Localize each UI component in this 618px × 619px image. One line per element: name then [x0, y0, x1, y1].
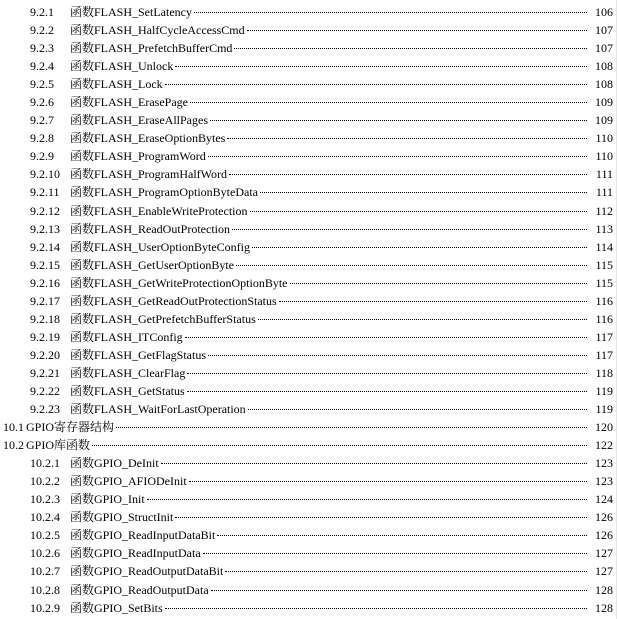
- dot-leader: [203, 553, 587, 554]
- toc-number: 10.2.7: [30, 564, 60, 579]
- toc-entry-9-2-10[interactable]: [0, 165, 618, 183]
- toc-page-number: 107: [595, 41, 613, 56]
- toc-number: 9.2.17: [30, 293, 60, 308]
- dot-leader: [234, 48, 587, 49]
- toc-entry-10-2-1[interactable]: [0, 454, 618, 472]
- toc-entry-9-2-17[interactable]: [0, 292, 618, 310]
- toc-number: 9.2.21: [30, 365, 60, 380]
- toc-page-number: 122: [595, 438, 613, 453]
- toc-page-number: 115: [595, 275, 613, 290]
- toc-page-number: 119: [595, 383, 613, 398]
- toc-entry-9-2-23[interactable]: [0, 400, 618, 418]
- dot-leader: [247, 30, 587, 31]
- toc-title: GPIO库函数: [26, 438, 91, 453]
- toc-number: 9.2.22: [30, 383, 60, 398]
- toc-page-number: 106: [595, 5, 613, 19]
- toc-page-number: 119: [595, 402, 613, 417]
- toc-number: 9.2.13: [30, 221, 60, 236]
- toc-page-number: 116: [595, 311, 613, 326]
- toc-entry-10-2-8[interactable]: [0, 581, 618, 599]
- toc-number: 9.2.8: [30, 131, 54, 146]
- toc-entry-9-2-19[interactable]: [0, 328, 618, 346]
- toc-page-number: 124: [595, 492, 613, 507]
- toc-page-number: 107: [595, 23, 613, 38]
- toc-page-number: 123: [595, 456, 613, 471]
- toc-page-number: 110: [595, 131, 613, 146]
- toc-number: 9.2.10: [30, 167, 60, 182]
- toc-entry-9-2-15[interactable]: [0, 256, 618, 274]
- toc-page-number: 126: [595, 528, 613, 543]
- toc-title: 函数FLASH_GetWriteProtectionOptionByte: [70, 275, 288, 290]
- toc-page-number: 112: [595, 203, 613, 218]
- toc-number: 9.2.2: [30, 23, 54, 38]
- toc-title: 函数GPIO_ReadInputDataBit: [70, 528, 216, 543]
- toc-page-number: 108: [595, 77, 613, 92]
- toc-title: 函数FLASH_ProgramOptionByteData: [70, 185, 258, 200]
- toc-number: 10.2.2: [30, 474, 60, 489]
- dot-leader: [187, 373, 587, 374]
- toc-title: 函数FLASH_HalfCycleAccessCmd: [70, 23, 245, 38]
- toc-page-number: 114: [595, 239, 613, 254]
- toc-title: 函数GPIO_ReadOutputData: [70, 582, 209, 597]
- toc-entry-9-2-18[interactable]: [0, 310, 618, 328]
- toc-entry-9-2-8[interactable]: [0, 129, 618, 147]
- toc-title: 函数FLASH_GetUserOptionByte: [70, 257, 234, 272]
- toc-entry-10-2-6[interactable]: [0, 544, 618, 562]
- toc-title: 函数FLASH_ProgramWord: [70, 149, 206, 164]
- toc-title: 函数FLASH_GetFlagStatus: [70, 347, 207, 362]
- toc-entry-10-2[interactable]: [0, 436, 618, 454]
- toc-title: 函数FLASH_ITConfig: [70, 329, 183, 344]
- dot-leader: [236, 265, 587, 266]
- toc-number: 9.2.20: [30, 347, 60, 362]
- toc-page-number: 120: [595, 420, 613, 435]
- toc-title: 函数FLASH_ClearFlag: [70, 365, 186, 380]
- toc-entry-10-2-4[interactable]: [0, 508, 618, 526]
- toc-number: 9.2.19: [30, 329, 60, 344]
- toc-number: 9.2.3: [30, 41, 54, 56]
- toc-number: 10.2.1: [30, 456, 60, 471]
- toc-entry-10-2-9[interactable]: [0, 599, 618, 617]
- page-edge-divider: [616, 0, 617, 619]
- dot-leader: [92, 445, 587, 446]
- toc-title: 函数FLASH_SetLatency: [70, 5, 192, 19]
- dot-leader: [225, 571, 587, 572]
- dot-leader: [175, 517, 587, 518]
- toc-title: 函数FLASH_EnableWriteProtection: [70, 203, 248, 218]
- toc-title: 函数GPIO_ReadInputData: [70, 546, 201, 561]
- toc-number: 10.2.3: [30, 492, 60, 507]
- toc-title: GPIO寄存器结构: [26, 420, 115, 435]
- dot-leader: [165, 84, 587, 85]
- toc-number: 9.2.4: [30, 59, 54, 74]
- dot-leader: [229, 174, 587, 175]
- toc-page-number: 128: [595, 582, 613, 597]
- toc-title: 函数FLASH_UserOptionByteConfig: [70, 239, 251, 254]
- table-of-contents: [0, 3, 618, 617]
- toc-page-number: 127: [595, 546, 613, 561]
- toc-page-number: 117: [595, 329, 613, 344]
- dot-leader: [210, 120, 587, 121]
- toc-entry-9-2-9[interactable]: [0, 147, 618, 165]
- toc-page-number: 123: [595, 474, 613, 489]
- toc-entry-10-2-2[interactable]: [0, 472, 618, 490]
- toc-number: 9.2.15: [30, 257, 60, 272]
- toc-number: 9.2.16: [30, 275, 60, 290]
- dot-leader: [116, 427, 587, 428]
- toc-entry-9-2-2[interactable]: [0, 21, 618, 39]
- toc-number: 10.2.6: [30, 546, 60, 561]
- toc-number: 10.2.8: [30, 582, 60, 597]
- toc-page-number: 116: [595, 293, 613, 308]
- toc-entry-9-2-11[interactable]: [0, 183, 618, 201]
- toc-number: 9.2.23: [30, 402, 60, 417]
- dot-leader: [227, 138, 587, 139]
- dot-leader: [161, 463, 587, 464]
- dot-leader: [185, 337, 587, 338]
- toc-title: 函数FLASH_EraseOptionBytes: [70, 131, 226, 146]
- toc-number: 10.2: [3, 438, 24, 453]
- toc-title: 函数FLASH_ReadOutProtection: [70, 221, 230, 236]
- toc-number: 9.2.6: [30, 95, 54, 110]
- toc-entry-9-2-14[interactable]: [0, 238, 618, 256]
- toc-title: 函数FLASH_ErasePage: [70, 95, 188, 110]
- toc-entry-9-2-7[interactable]: [0, 111, 618, 129]
- toc-entry-9-2-21[interactable]: [0, 364, 618, 382]
- toc-page-number: 115: [595, 257, 613, 272]
- toc-page-number: 111: [595, 167, 613, 182]
- dot-leader: [208, 156, 587, 157]
- toc-page-number: 109: [595, 113, 613, 128]
- toc-number: 10.1: [3, 420, 24, 435]
- toc-title: 函数FLASH_EraseAllPages: [70, 113, 208, 128]
- toc-entry-9-2-22[interactable]: [0, 382, 618, 400]
- toc-entry-10-2-3[interactable]: [0, 490, 618, 508]
- toc-number: 9.2.12: [30, 203, 60, 218]
- dot-leader: [211, 590, 587, 591]
- dot-leader: [250, 211, 588, 212]
- dot-leader: [190, 102, 587, 103]
- dot-leader: [175, 66, 587, 67]
- toc-title: 函数FLASH_Lock: [70, 77, 163, 92]
- toc-title: 函数FLASH_PrefetchBufferCmd: [70, 41, 233, 56]
- dot-leader: [232, 229, 587, 230]
- toc-title: 函数GPIO_StructInit: [70, 510, 174, 525]
- toc-number: 10.2.5: [30, 528, 60, 543]
- toc-page-number: 128: [595, 600, 613, 615]
- dot-leader: [165, 608, 587, 609]
- dot-leader: [260, 192, 587, 193]
- toc-page-number: 109: [595, 95, 613, 110]
- dot-leader: [208, 355, 587, 356]
- toc-entry-10-2-7[interactable]: [0, 562, 618, 580]
- toc-number: 9.2.9: [30, 149, 54, 164]
- toc-number: 9.2.1: [30, 5, 54, 19]
- toc-entry-9-2-16[interactable]: [0, 274, 618, 292]
- toc-entry-9-2-5[interactable]: [0, 75, 618, 93]
- dot-leader: [290, 283, 588, 284]
- toc-title: 函数GPIO_ReadOutputDataBit: [70, 564, 224, 579]
- toc-title: 函数FLASH_ProgramHalfWord: [70, 167, 228, 182]
- toc-title: 函数GPIO_DeInit: [70, 456, 159, 471]
- toc-page-number: 126: [595, 510, 613, 525]
- toc-page-number: 117: [595, 347, 613, 362]
- toc-page-number: 113: [595, 221, 613, 236]
- toc-title: 函数FLASH_WaitForLastOperation: [70, 402, 246, 417]
- toc-entry-9-2-20[interactable]: [0, 346, 618, 364]
- dot-leader: [194, 12, 587, 13]
- toc-entry-10-1[interactable]: [0, 418, 618, 436]
- toc-number: 10.2.9: [30, 600, 60, 615]
- dot-leader: [217, 535, 587, 536]
- toc-entry-9-2-1[interactable]: [0, 3, 618, 21]
- toc-page-number: 108: [595, 59, 613, 74]
- dot-leader: [147, 499, 587, 500]
- toc-title: 函数GPIO_SetBits: [70, 600, 163, 615]
- toc-page-number: 110: [595, 149, 613, 164]
- toc-title: 函数GPIO_Init: [70, 492, 145, 507]
- toc-title: 函数FLASH_GetReadOutProtectionStatus: [70, 293, 277, 308]
- toc-number: 9.2.18: [30, 311, 60, 326]
- toc-entry-9-2-4[interactable]: [0, 57, 618, 75]
- dot-leader: [258, 319, 587, 320]
- dot-leader: [252, 247, 587, 248]
- toc-title: 函数FLASH_Unlock: [70, 59, 174, 74]
- toc-number: 10.2.4: [30, 510, 60, 525]
- dot-leader: [187, 391, 587, 392]
- toc-entry-9-2-6[interactable]: [0, 93, 618, 111]
- toc-entry-9-2-13[interactable]: [0, 220, 618, 238]
- toc-entry-9-2-12[interactable]: [0, 202, 618, 220]
- dot-leader: [248, 409, 587, 410]
- toc-page-number: 127: [595, 564, 613, 579]
- toc-number: 9.2.11: [30, 185, 60, 200]
- toc-title: 函数GPIO_AFIODeInit: [70, 474, 187, 489]
- toc-number: 9.2.14: [30, 239, 60, 254]
- toc-page-number: 111: [595, 185, 613, 200]
- toc-entry-10-2-5[interactable]: [0, 526, 618, 544]
- dot-leader: [279, 301, 587, 302]
- dot-leader: [189, 481, 587, 482]
- toc-title: 函数FLASH_GetStatus: [70, 383, 185, 398]
- toc-number: 9.2.7: [30, 113, 54, 128]
- toc-title: 函数FLASH_GetPrefetchBufferStatus: [70, 311, 256, 326]
- toc-number: 9.2.5: [30, 77, 54, 92]
- toc-entry-9-2-3[interactable]: [0, 39, 618, 57]
- toc-page-number: 118: [595, 365, 613, 380]
